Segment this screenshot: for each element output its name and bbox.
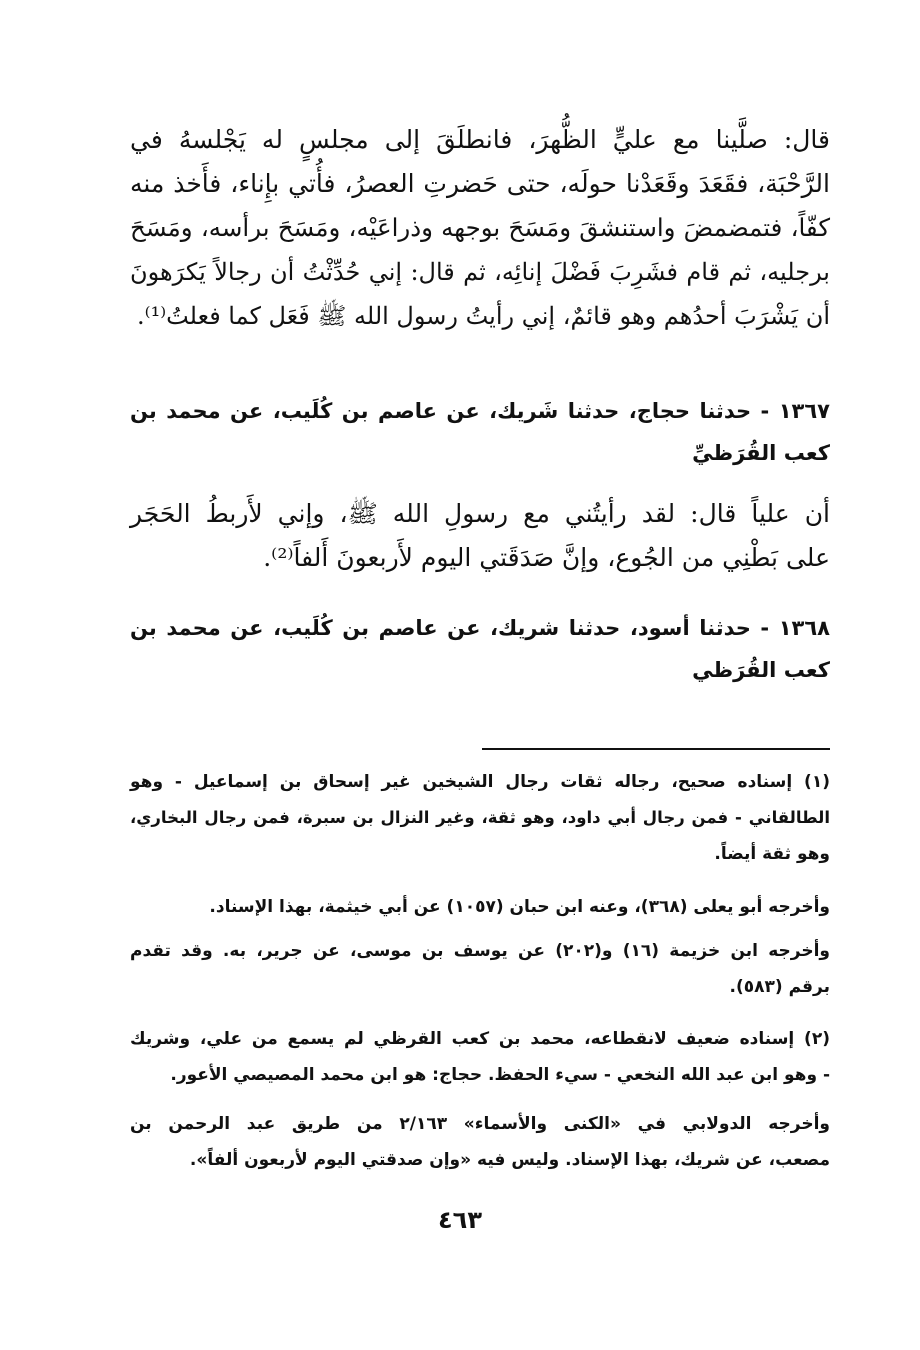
text-line: وأخرجه أبو يعلى (٣٦٨)، وعنه ابن حبان (١٠٥٧) عن أبي خيثمة، بهذا الإسناد. [209,897,830,917]
footnote-2-paragraph-1 [130,1021,830,1093]
text-line: الرَّحْبَة، فقَعَدَ وقَعَدْنا حولَه، حتى حَضرتِ العصرُ، فأُتي بإِناء، فأَخذ منه [130,169,830,198]
text-line: - وهو ابن عبد الله النخعي - سيء الحفظ. حجاج: هو ابن محمد المصيصي الأعور. [170,1065,830,1085]
text-line: مصعب، عن شريك، بهذا الإسناد. وليس فيه «وإن صدقتي اليوم لأربعون ألفاً». [189,1150,830,1170]
footnote-separator [482,748,830,750]
text-line: وأخرجه الدولابي في «الكنى والأسماء» ٢/١٦٣ من طريق عبد الرحمن بن [130,1114,830,1134]
text-line: قال: صلَّينا مع عليٍّ الظُّهرَ، فانطلَقَ إلى مجلسٍ له يَجْلسهُ في [130,125,830,154]
text-line: أن يَشْرَبَ أحدُهم وهو قائمٌ، إني رأيتُ رسول الله ﷺ فَعَل كما فعلتُ⁽¹⁾. [137,302,830,330]
text-line: الطالقاني - فمن رجال أبي داود، وهو ثقة، وغير النزال بن سبرة، فمن رجال البخاري، [130,808,830,827]
text-line: أن علياً قال: لقد رأيتُني مع رسولِ الله ﷺ، وإني لأَربطُ الحَجَر [130,499,830,528]
text-line: كعب القُرَظيِّ [692,441,830,465]
narration-paragraph-2 [130,492,830,580]
text-line: كفّاً، فتمضمضَ واستنشقَ ومَسَحَ بوجهه وذراعَيْه، ومَسَحَ برأسه، ومَسَحَ [130,213,830,242]
text-line: كعب القُرَظي [692,658,830,682]
narration-paragraph-1 [130,118,830,338]
text-line: على بَطْنِي من الجُوع، وإنَّ صَدَقَتي اليوم لأَربعونَ أَلفاً⁽²⁾. [263,543,830,572]
text-line: (٢) إسناده ضعيف لانقطاعه، محمد بن كعب القرظي لم يسمع من علي، وشريك [130,1029,830,1049]
text-line: (١) إسناده صحيح، رجاله ثقات رجال الشيخين غير إسحاق بن إسماعيل - وهو [130,772,830,792]
text-line: وهو ثقة أيضاً. [714,844,830,864]
text-line: وأخرجه ابن خزيمة (١٦) و(٢٠٢) عن يوسف بن موسى، عن جرير، به. وقد تقدم [130,941,831,961]
footnote-1-paragraph-1 [130,764,830,872]
text-line: برقم (٥٨٣). [729,977,830,997]
footnote-1-paragraph-2 [130,889,830,925]
footnote-1-paragraph-3 [130,933,830,1005]
text-line: برجليه، ثم قام فشَرِبَ فَضْلَ إنائِه، ثم قال: إني حُدِّثْتُ أن رجالاً يَكرَهونَ [130,258,830,286]
footnote-2-paragraph-2 [130,1106,830,1178]
hadith-1367-chain [130,390,830,474]
text-line: ١٣٦٨ - حدثنا أسود، حدثنا شريك، عن عاصم بن كُلَيب، عن محمد بن [130,616,830,640]
page-number: ٤٦٣ [438,1206,482,1234]
hadith-1368-chain [130,607,830,691]
text-line: ١٣٦٧ - حدثنا حجاج، حدثنا شَريك، عن عاصم بن كُلَيب، عن محمد بن [130,399,830,423]
